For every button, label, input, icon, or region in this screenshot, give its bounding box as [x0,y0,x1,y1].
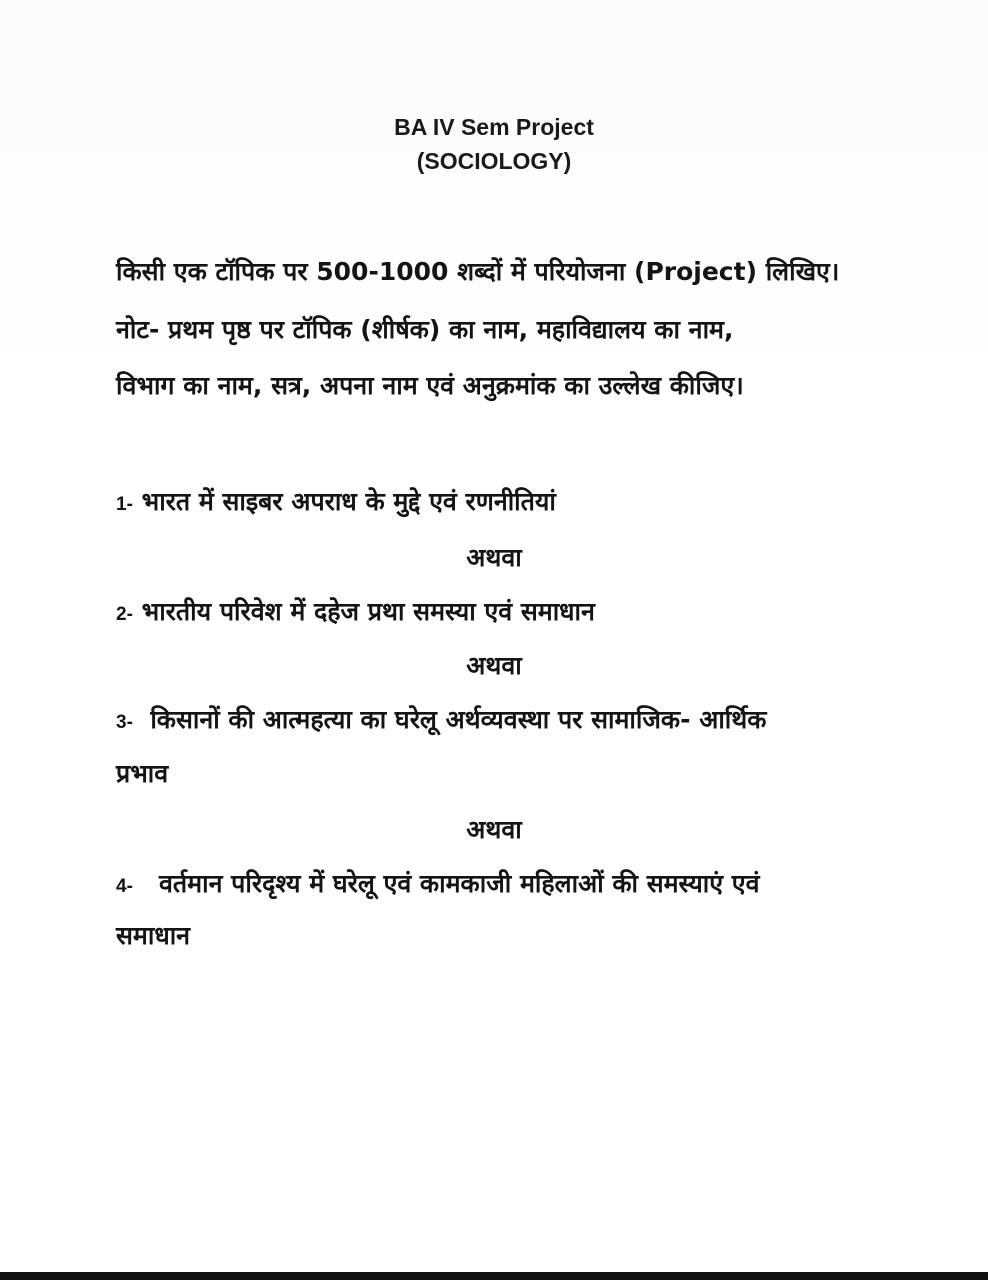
topic-4-number: 4- [116,876,133,897]
topic-3 [116,702,766,736]
instruction-line-2: नोट- प्रथम पृष्ठ पर टॉपिक (शीर्षक) का नाम, महाविद्यालय का नाम, [116,315,734,344]
separator-1: अथवा [466,543,522,572]
document-title: BA IV Sem Project [394,114,594,140]
topic-3-text: किसानों की आत्महत्या का घरेलू अर्थव्यवस्था पर सामाजिक- आर्थिक [150,705,767,734]
bottom-edge-bar [0,1272,988,1280]
topic-4-text: वर्तमान परिदृश्य में घरेलू एवं कामकाजी महिलाओं की समस्याएं एवं [159,869,760,898]
topic-2-number: 2- [116,604,133,625]
topic-3-continuation: प्रभाव [116,759,169,788]
document-subtitle: (SOCIOLOGY) [416,148,572,174]
topic-4-continuation: समाधान [116,921,191,950]
topic-2-text: भारतीय परिवेश में दहेज प्रथा समस्या एवं समाधान [141,597,595,626]
separator-2: अथवा [466,651,522,680]
topic-1-text: भारत में साइबर अपराध के मुद्दे एवं रणनीतियां [141,487,556,516]
instruction-line-3: विभाग का नाम, सत्र, अपना नाम एवं अनुक्रमांक का उल्लेख कीजिए। [116,371,744,400]
topic-1-number: 1- [116,494,133,515]
instruction-line-1: किसी एक टॉपिक पर 500-1000 शब्दों में परियोजना (Project) लिखिए। [116,257,840,286]
topic-2 [116,594,595,628]
separator-3: अथवा [466,815,522,844]
topic-3-number: 3- [116,712,133,733]
topic-4 [116,866,760,900]
topic-1 [116,484,556,518]
